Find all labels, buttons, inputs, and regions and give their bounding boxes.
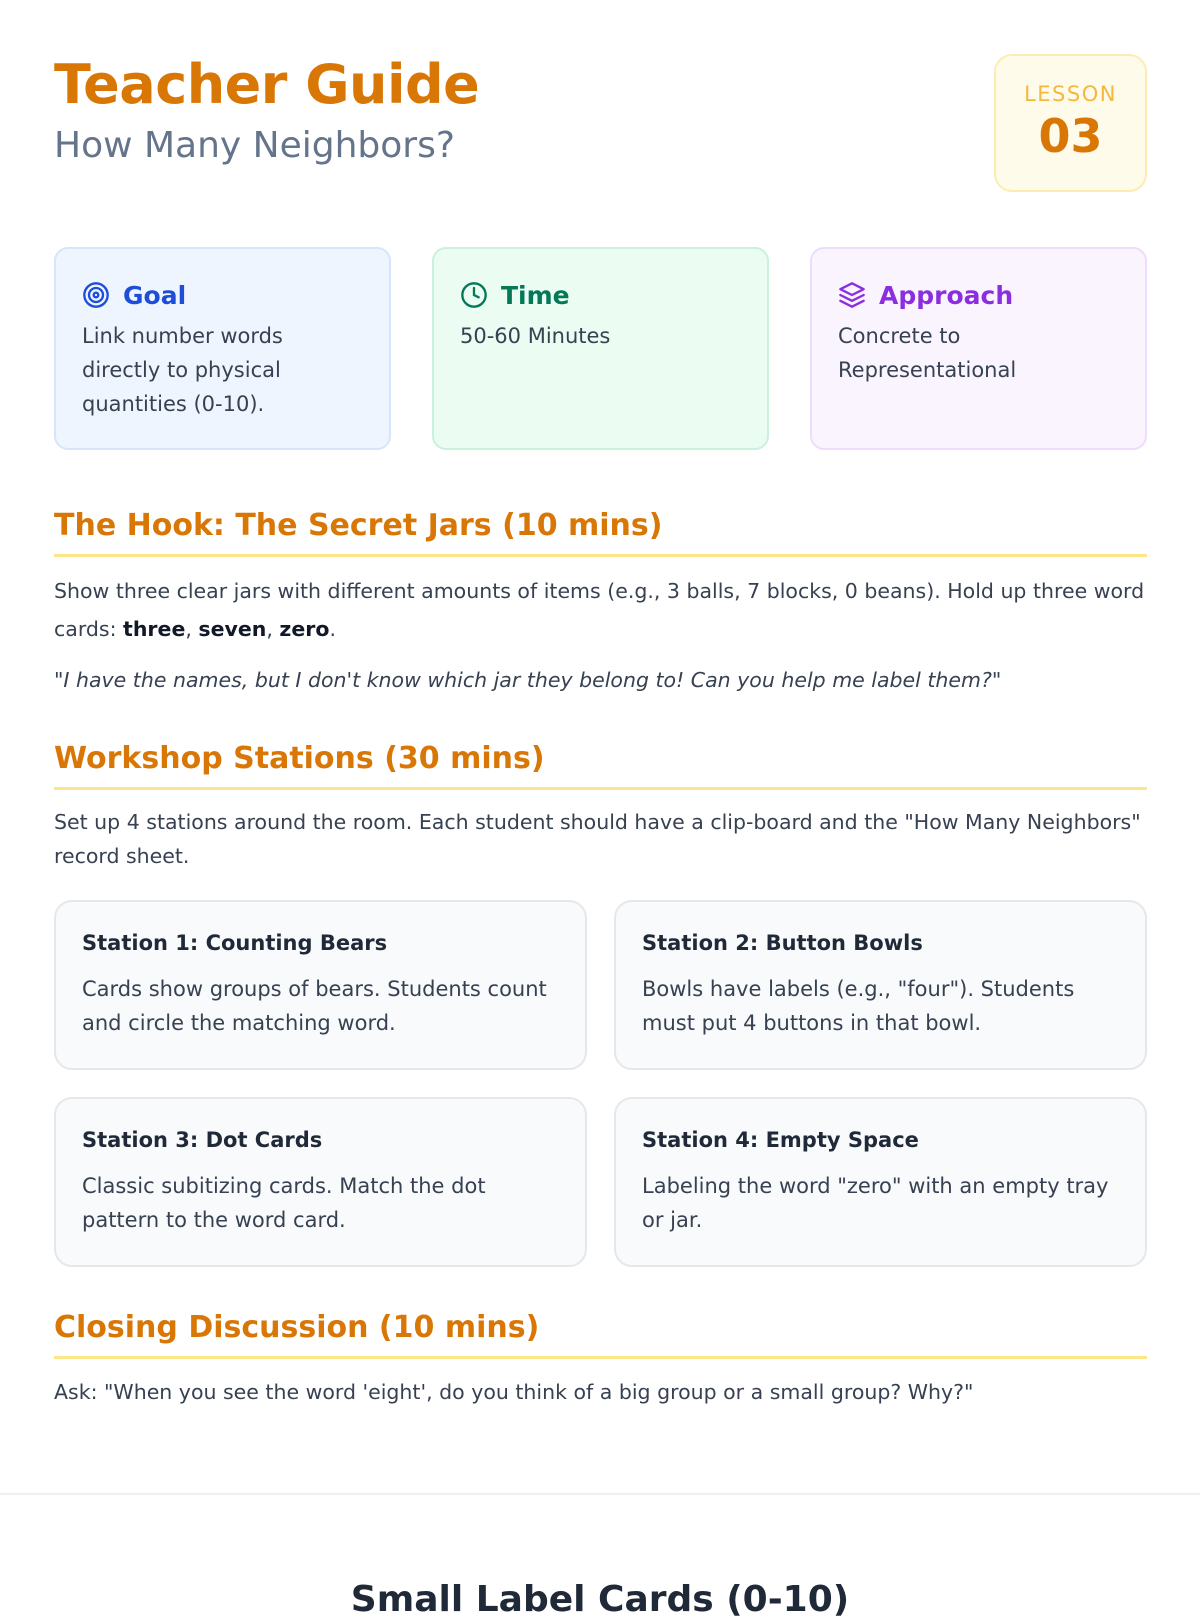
- page-header: [54, 0, 1147, 240]
- workshop-heading: Workshop Stations (30 mins): [54, 739, 1147, 790]
- page-divider: [0, 1493, 1200, 1495]
- time-text: 50-60 Minutes: [460, 324, 611, 348]
- hook-intro: [54, 572, 1147, 648]
- approach-card: [810, 247, 1147, 450]
- station-2-text: Bowls have labels (e.g., "four"). Students must put 4 buttons in that bowl.: [642, 977, 1075, 1035]
- target-icon: [82, 281, 110, 309]
- station-card-3: [54, 1097, 587, 1267]
- label-cards-title: Small Label Cards (0-10): [350, 1579, 850, 1620]
- hook-quote: "I have the names, but I don't know which jar they belong to! Can you help me label them?": [54, 668, 1002, 692]
- station-card-1: [54, 900, 587, 1070]
- goal-text: Link number words directly to physical quantities (0-10).: [82, 324, 283, 416]
- info-cards: [54, 247, 1147, 450]
- station-2-title: Station 2: Button Bowls: [642, 931, 923, 955]
- page-subtitle: How Many Neighbors?: [54, 125, 455, 166]
- goal-card: [54, 247, 391, 450]
- station-4-text: Labeling the word "zero" with an empty tray or jar.: [642, 1174, 1109, 1232]
- closing-heading: Closing Discussion (10 mins): [54, 1308, 1147, 1359]
- station-1-text: Cards show groups of bears. Students count and circle the matching word.: [82, 977, 547, 1035]
- hook-heading: The Hook: The Secret Jars (10 mins): [54, 506, 1147, 557]
- word-zero: zero: [279, 617, 330, 641]
- station-1-title: Station 1: Counting Bears: [82, 931, 388, 955]
- station-3-title: Station 3: Dot Cards: [82, 1128, 323, 1152]
- hook-separator-1: ,: [185, 617, 199, 641]
- clock-icon: [460, 281, 488, 309]
- hook-separator-2: ,: [266, 617, 280, 641]
- lesson-badge: [994, 54, 1147, 192]
- lesson-label: LESSON: [1024, 82, 1117, 106]
- goal-card-header: [82, 277, 363, 313]
- station-card-2: [614, 900, 1147, 1070]
- goal-title: Goal: [123, 280, 187, 310]
- time-card: [432, 247, 769, 450]
- page-title: Teacher Guide: [54, 53, 480, 116]
- station-card-4: [614, 1097, 1147, 1267]
- word-seven: seven: [198, 617, 267, 641]
- station-4-title: Station 4: Empty Space: [642, 1128, 919, 1152]
- hook-intro-text: Show three clear jars with different amounts of items (e.g., 3 balls, 7 blocks, 0 beans). Hold up three word cards:: [54, 579, 1145, 641]
- approach-text: Concrete to Representational: [838, 324, 1017, 382]
- time-card-header: [460, 277, 741, 313]
- layers-icon: [838, 281, 866, 309]
- time-title: Time: [501, 280, 570, 310]
- hook-period: .: [329, 617, 336, 641]
- approach-card-header: [838, 277, 1119, 313]
- teacher-guide-page: [54, 0, 1147, 1404]
- station-3-text: Classic subitizing cards. Match the dot pattern to the word card.: [82, 1174, 486, 1232]
- station-grid: [54, 900, 1147, 1267]
- closing-text: Ask: "When you see the word 'eight', do you think of a big group or a small group? Why?": [54, 1380, 974, 1404]
- approach-title: Approach: [879, 280, 1014, 310]
- word-three: three: [123, 617, 186, 641]
- lesson-number: 03: [1038, 109, 1103, 163]
- workshop-intro: Set up 4 stations around the room. Each student should have a clip-board and the "How Many Neighbors" record sheet.: [54, 810, 1141, 868]
